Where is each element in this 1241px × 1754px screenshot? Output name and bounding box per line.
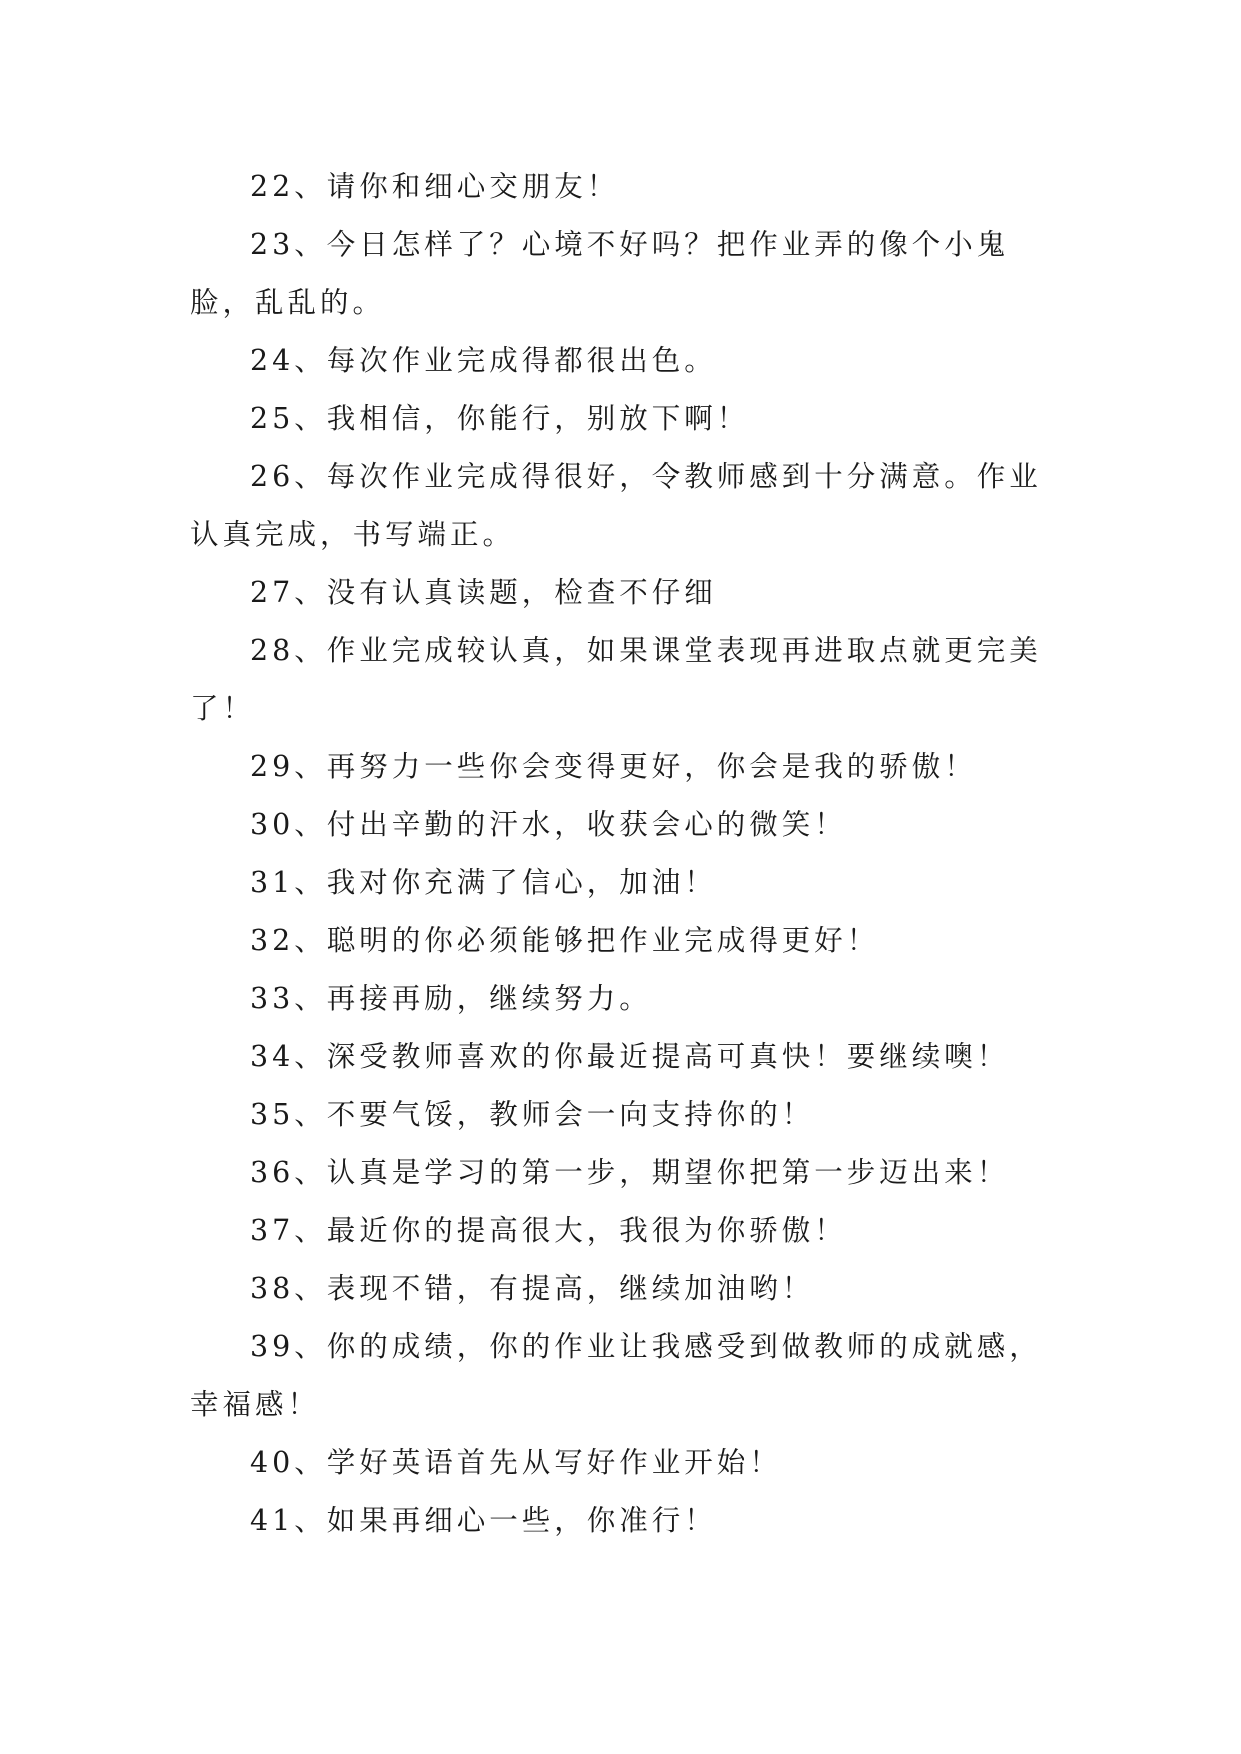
comment-item-28: 28、作业完成较认真，如果课堂表现再进取点就更完美了！ xyxy=(190,634,1042,725)
comment-item-35: 35、不要气馁，教师会一向支持你的！ xyxy=(250,1098,815,1131)
comment-item-37: 37、最近你的提高很大，我很为你骄傲！ xyxy=(250,1214,847,1247)
comment-item-25: 25、我相信，你能行，别放下啊！ xyxy=(250,402,750,435)
comment-item-34: 34、深受教师喜欢的你最近提高可真快！要继续噢！ xyxy=(250,1040,1010,1073)
comment-item-38: 38、表现不错，有提高，继续加油哟！ xyxy=(250,1272,815,1305)
comment-item-31: 31、我对你充满了信心，加油！ xyxy=(250,866,717,899)
comment-item-24: 24、每次作业完成得都很出色。 xyxy=(250,344,717,377)
comment-item-27: 27、没有认真读题，检查不仔细 xyxy=(250,576,717,609)
comment-item-29: 29、再努力一些你会变得更好，你会是我的骄傲！ xyxy=(250,750,977,783)
comment-item-39: 39、你的成绩，你的作业让我感受到做教师的成就感，幸福感！ xyxy=(190,1330,1042,1421)
comment-item-40: 40、学好英语首先从写好作业开始！ xyxy=(250,1446,782,1479)
document-body xyxy=(190,158,1070,1550)
comment-item-30: 30、付出辛勤的汗水，收获会心的微笑！ xyxy=(250,808,847,841)
comment-item-22: 22、请你和细心交朋友！ xyxy=(250,170,620,203)
comment-item-26: 26、每次作业完成得很好，令教师感到十分满意。作业认真完成，书写端正。 xyxy=(190,460,1042,551)
comment-item-33: 33、再接再励，继续努力。 xyxy=(250,982,652,1015)
comment-item-23: 23、今日怎样了？心境不好吗？把作业弄的像个小鬼脸，乱乱的。 xyxy=(190,228,1010,319)
comment-item-32: 32、聪明的你必须能够把作业完成得更好！ xyxy=(250,924,880,957)
comment-item-36: 36、认真是学习的第一步，期望你把第一步迈出来！ xyxy=(250,1156,1010,1189)
comment-item-41: 41、如果再细心一些，你准行！ xyxy=(250,1504,717,1537)
